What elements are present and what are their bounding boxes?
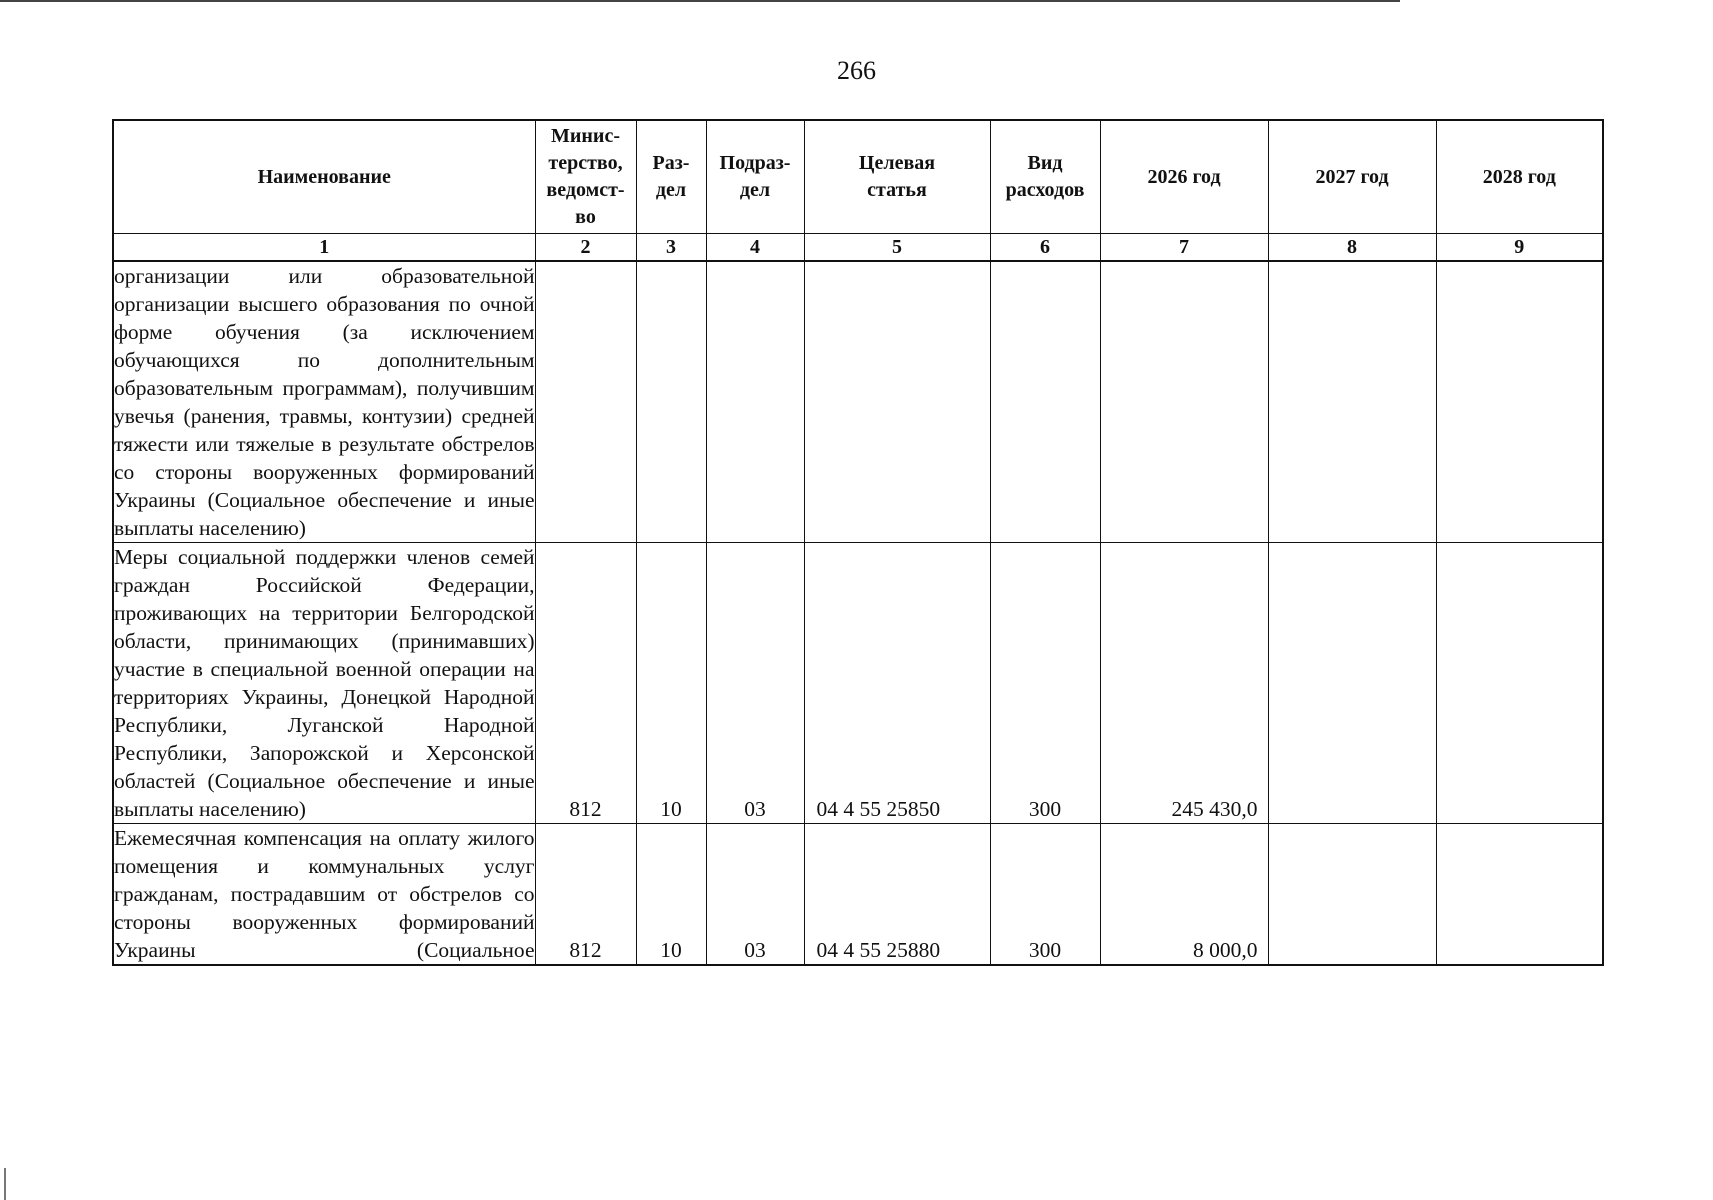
page-number: 266 — [837, 56, 876, 85]
row-section: 10 — [636, 543, 706, 824]
row-expense-type: 300 — [990, 543, 1100, 824]
row-amount-2028 — [1436, 261, 1603, 543]
column-number: 7 — [1100, 234, 1268, 262]
row-ministry: 812 — [535, 543, 636, 824]
budget-table — [112, 119, 1604, 966]
header-expense-type: Вид расходов — [990, 120, 1100, 234]
row-subsection: 03 — [706, 543, 804, 824]
row-amount-2027 — [1268, 543, 1436, 824]
scan-margin-mark — [4, 1168, 6, 1200]
row-name: Ежемесячная компенсация на оплату жилого помещения и коммунальных услуг гражданам, пострадавшим от обстрелов со стороны вооруженных формирований Украины (Социальное — [113, 824, 535, 966]
row-ministry: 812 — [535, 824, 636, 966]
column-number: 2 — [535, 234, 636, 262]
row-section — [636, 261, 706, 543]
row-amount-2026: 245 430,0 — [1100, 543, 1268, 824]
header-subsection: Подраз- дел — [706, 120, 804, 234]
row-amount-2026: 8 000,0 — [1100, 824, 1268, 966]
row-expense-type — [990, 261, 1100, 543]
row-target-article: 04 4 55 25850 — [804, 543, 990, 824]
row-section: 10 — [636, 824, 706, 966]
header-name: Наименование — [113, 120, 535, 234]
row-amount-2027 — [1268, 824, 1436, 966]
column-number: 1 — [113, 234, 535, 262]
header-ministry: Минис- терство, ведомст- во — [535, 120, 636, 234]
row-subsection — [706, 261, 804, 543]
row-amount-2028 — [1436, 543, 1603, 824]
column-number: 8 — [1268, 234, 1436, 262]
header-year-2028: 2028 год — [1436, 120, 1603, 234]
table-row — [113, 824, 1603, 966]
scan-edge-line — [0, 0, 1400, 2]
row-ministry — [535, 261, 636, 543]
row-name: Меры социальной поддержки членов семей граждан Российской Федерации, проживающих на территории Белгородской области, принимающих (принимавших) участие в специальной военной операции на территориях Украины, Донецкой Народной Республики, Луганской Народной Республики, Запорожской и Херсонской областей (Социальное обеспечение и иные выплаты населению) — [113, 543, 535, 824]
row-amount-2028 — [1436, 824, 1603, 966]
row-amount-2027 — [1268, 261, 1436, 543]
column-number: 9 — [1436, 234, 1603, 262]
header-section: Раз- дел — [636, 120, 706, 234]
header-year-2026: 2026 год — [1100, 120, 1268, 234]
table-row — [113, 261, 1603, 543]
row-subsection: 03 — [706, 824, 804, 966]
row-target-article — [804, 261, 990, 543]
header-target-article: Целевая статья — [804, 120, 990, 234]
row-target-article: 04 4 55 25880 — [804, 824, 990, 966]
column-number: 3 — [636, 234, 706, 262]
row-expense-type: 300 — [990, 824, 1100, 966]
column-number: 4 — [706, 234, 804, 262]
header-year-2027: 2027 год — [1268, 120, 1436, 234]
column-number: 6 — [990, 234, 1100, 262]
column-number: 5 — [804, 234, 990, 262]
header-row — [113, 120, 1603, 234]
row-name: организации или образовательной организации высшего образования по очной форме обучения (за исключением обучающихся по дополнительным образовательным программам), получившим увечья (ранения, травмы, контузии) средней тяжести или тяжелые в результате обстрелов со стороны вооруженных формирований Украины (Социальное обеспечение и иные выплаты населению) — [113, 261, 535, 543]
table-row — [113, 543, 1603, 824]
column-number-row — [113, 234, 1603, 262]
row-amount-2026 — [1100, 261, 1268, 543]
